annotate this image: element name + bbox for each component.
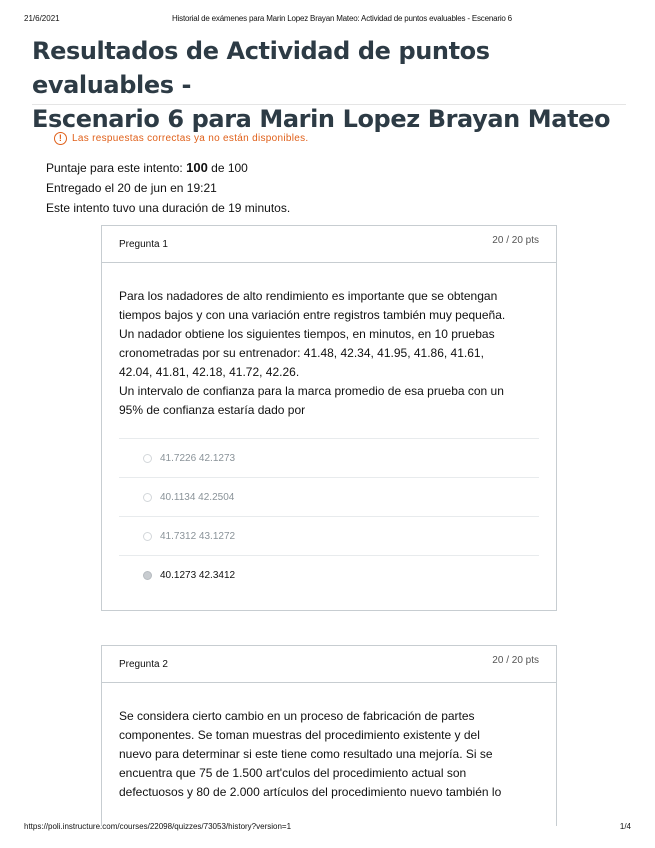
question-points: 20 / 20 pts (492, 655, 539, 666)
answer-list (119, 438, 539, 594)
question-text-line: Se considera cierto cambio en un proceso de fabricación de partes (119, 709, 475, 723)
print-header (24, 14, 631, 26)
radio-button[interactable] (143, 532, 152, 541)
submitted-line: Entregado el 20 de jun en 19:21 (46, 181, 217, 195)
question-text-line: Para los nadadores de alto rendimiento es importante que se obtengan (119, 289, 498, 303)
duration-line: Este intento tuvo una duración de 19 minutos. (46, 201, 291, 215)
page-title (32, 34, 632, 136)
question-text-line: nuevo para determinar si este tiene como resultado una mejoría. Si se (119, 747, 493, 761)
attempt-summary (46, 158, 290, 218)
answer-option-selected[interactable] (119, 555, 539, 594)
question-text-line: defectuosos y 80 de 2.000 artículos del procedimiento nuevo también lo (119, 785, 502, 799)
notice-text: Las respuestas correctas ya no están disponibles. (72, 133, 309, 144)
question-text-line: componentes. Se toman muestras del procedimiento existente y del (119, 728, 480, 742)
question-header (102, 226, 556, 263)
answer-option[interactable] (119, 516, 539, 555)
page-number: 1/4 (619, 822, 631, 831)
print-doc-title: Historial de exámenes para Marin Lopez Brayan Mateo: Actividad de puntos evaluables - Escenario 6 (172, 14, 512, 23)
question-text-line: Un nadador obtiene los siguientes tiempos, en minutos, en 10 pruebas (119, 327, 495, 341)
title-divider (32, 104, 626, 105)
radio-button[interactable] (143, 454, 152, 463)
answer-label: 41.7312 43.1272 (160, 530, 236, 542)
answers-unavailable-notice (54, 132, 309, 145)
question-text-line: cronometradas por su entrenador: 41.48, 42.34, 41.95, 41.86, 41.61, (119, 346, 484, 360)
question-text-line: encuentra que 75 de 1.500 art'culos del procedimiento actual son (119, 766, 467, 780)
question-text (102, 683, 556, 802)
question-text-line: 42.04, 41.81, 42.18, 41.72, 42.26. (119, 365, 300, 379)
score-value: 100 (186, 160, 208, 175)
page-title-line-2: Escenario 6 para Marin Lopez Brayan Mateo (32, 105, 611, 133)
question-text-line: tiempos bajos y con una variación entre registros también muy pequeña. (119, 308, 506, 322)
print-url: https://poli.instructure.com/courses/22098/quizzes/73053/history?version=1 (24, 822, 292, 831)
score-line (46, 158, 290, 178)
question-points: 20 / 20 pts (492, 235, 539, 246)
radio-button-selected[interactable] (143, 571, 152, 580)
answer-option[interactable] (119, 477, 539, 516)
question-text-line: 95% de confianza estaría dado por (119, 403, 306, 417)
answer-option[interactable] (119, 438, 539, 477)
print-footer (24, 822, 631, 834)
page-title-line-1: Resultados de Actividad de puntos evaluables - (32, 37, 490, 99)
answer-label: 40.1134 42.2504 (160, 491, 235, 503)
question-2 (101, 645, 557, 826)
question-text (102, 263, 556, 420)
question-text-line: Un intervalo de confianza para la marca promedio de esa prueba con un (119, 384, 504, 398)
radio-button[interactable] (143, 493, 152, 502)
question-name: Pregunta 2 (119, 659, 168, 670)
question-name: Pregunta 1 (119, 239, 168, 250)
score-total: de 100 (207, 161, 248, 175)
question-1 (101, 225, 557, 611)
answer-label: 40.1273 42.3412 (160, 569, 236, 581)
score-label: Puntaje para este intento: (46, 161, 187, 175)
answer-label: 41.7226 42.1273 (160, 452, 236, 464)
warning-circle-icon: ! (54, 132, 67, 145)
print-date: 21/6/2021 (24, 14, 60, 23)
question-header (102, 646, 556, 683)
